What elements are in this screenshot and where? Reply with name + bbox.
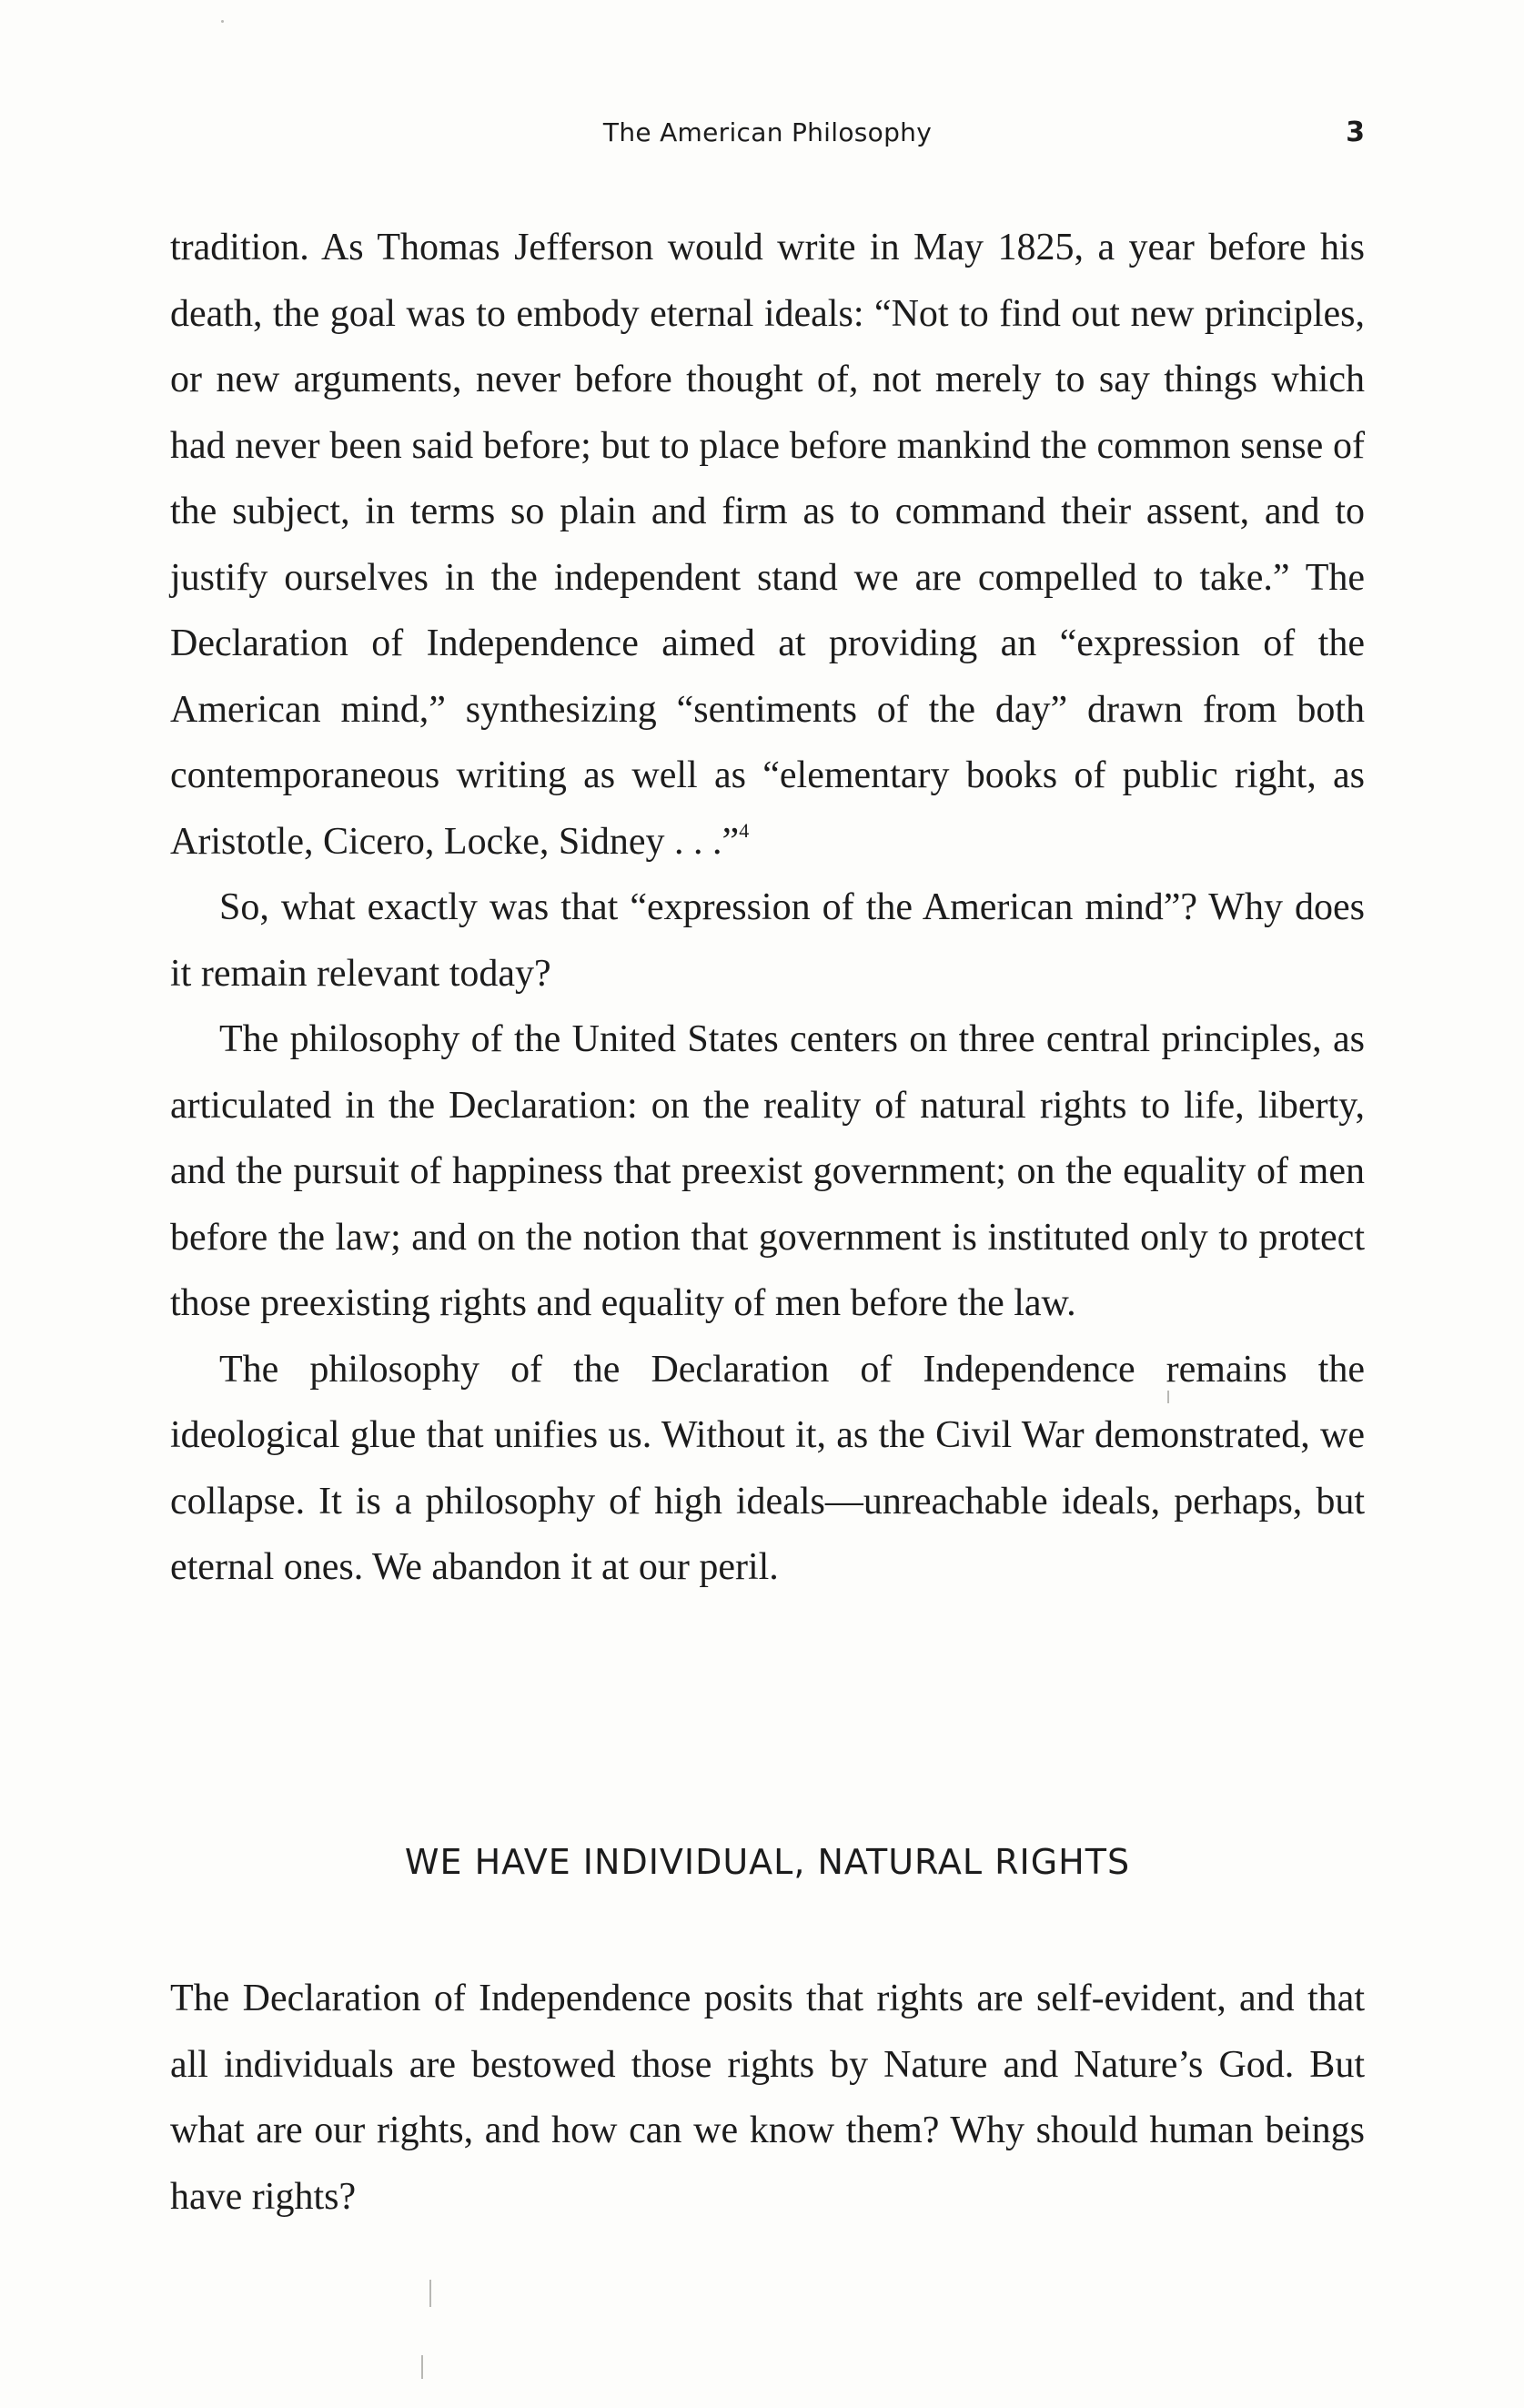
running-head [170,115,1365,151]
paragraph-continued [170,215,1365,875]
section-text [170,1966,1365,2230]
body-text [170,215,1365,1601]
footnote-reference: 4 [739,818,750,842]
section-heading: WE HAVE INDIVIDUAL, NATURAL RIGHTS [404,1842,1131,1882]
scan-speck [1167,1391,1169,1403]
scan-speck [429,2280,431,2307]
scan-speck [221,20,224,23]
paragraph-text: tradition. As Thomas Jefferson would write in May 1825, a year before his death, the goal was to embody eternal ideals: “Not to find out new principles, or new arguments, never before thought of, not merely to say things which had never been said before; but to place before mankind the common sense of the subject, in terms so plain and firm as to command their assent, and to justify ourselves in the independent stand we are compelled to take.” The Declaration of Independence aimed at providing an “expression of the American mind,” synthesizing “sentiments of the day” drawn from both contemporaneous writing as well as “elementary books of public right, as Aristotle, Cicero, Locke, Sidney . . .” [170,227,1365,863]
paragraph: So, what exactly was that “expression of the American mind”? Why does it remain relevant today? [170,886,1365,995]
page-number: 3 [1346,116,1365,148]
section-paragraph: The Declaration of Independence posits that rights are self-evident, and that all individuals are bestowed those rights by Nature and Nature’s God. But what are our rights, and how can we know them? Why should human beings have rights? [170,1978,1365,2218]
running-title: The American Philosophy [602,117,933,147]
paragraph: The philosophy of the United States centers on three central principles, as articulated in the Declaration: on the reality of natural rights to life, liberty, and the pursuit of happiness that preexist government; on the equality of men before the law; and on the notion that government is instituted only to protect those preexisting rights and equality of men before the law. [170,1018,1365,1324]
paragraph: The philosophy of the Declaration of Independence remains the ideological glue that unifies us. Without it, as the Civil War demonstrated, we collapse. It is a philosophy of high ideals—unreachable ideals, perhaps, but eternal ones. We abandon it at our peril. [170,1348,1365,1588]
scan-speck [421,2355,423,2379]
